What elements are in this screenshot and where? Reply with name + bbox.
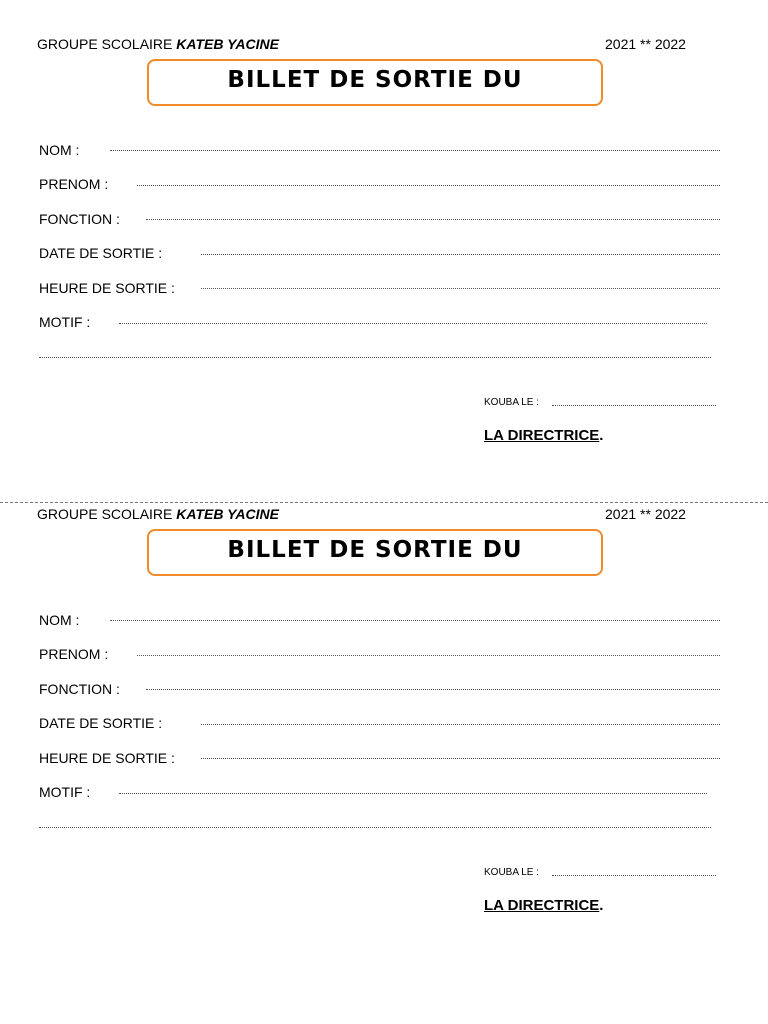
fonction-field[interactable]	[146, 689, 720, 690]
prenom-field[interactable]	[137, 655, 720, 656]
heure-sortie-label: HEURE DE SORTIE :	[39, 750, 175, 766]
heure-sortie-field[interactable]	[201, 758, 720, 759]
school-name: GROUPE SCOLAIRE KATEB YACINE	[37, 36, 279, 52]
title-box	[147, 529, 603, 576]
motif-field-line-2[interactable]	[39, 357, 711, 358]
school-name: GROUPE SCOLAIRE KATEB YACINE	[37, 506, 279, 522]
slip-title: BILLET DE SORTIE DU	[227, 537, 523, 563]
nom-label: NOM :	[39, 142, 80, 158]
exit-slip	[0, 470, 768, 940]
nom-label: NOM :	[39, 612, 80, 628]
signature-label: LA DIRECTRICE.	[484, 427, 604, 444]
title-box	[147, 59, 603, 106]
motif-label: MOTIF :	[39, 784, 91, 800]
motif-field-line-2[interactable]	[39, 827, 711, 828]
motif-field[interactable]	[119, 323, 707, 324]
heure-sortie-field[interactable]	[201, 288, 720, 289]
fonction-field[interactable]	[146, 219, 720, 220]
fonction-label: FONCTION :	[39, 681, 120, 697]
prenom-field[interactable]	[137, 185, 720, 186]
place-date-field[interactable]	[552, 875, 716, 876]
signature-label: LA DIRECTRICE.	[484, 897, 604, 914]
place-date-field[interactable]	[552, 405, 716, 406]
prenom-label: PRENOM :	[39, 646, 109, 662]
date-sortie-label: DATE DE SORTIE :	[39, 245, 163, 261]
place-date-label: KOUBA LE :	[484, 867, 540, 878]
date-sortie-field[interactable]	[201, 254, 720, 255]
nom-field[interactable]	[110, 150, 720, 151]
slip-title: BILLET DE SORTIE DU	[227, 67, 523, 93]
heure-sortie-label: HEURE DE SORTIE :	[39, 280, 175, 296]
school-years: 2021 ** 2022	[605, 36, 686, 52]
date-sortie-label: DATE DE SORTIE :	[39, 715, 163, 731]
motif-label: MOTIF :	[39, 314, 91, 330]
motif-field[interactable]	[119, 793, 707, 794]
exit-slip	[0, 0, 768, 470]
place-date-label: KOUBA LE :	[484, 397, 540, 408]
date-sortie-field[interactable]	[201, 724, 720, 725]
school-years: 2021 ** 2022	[605, 506, 686, 522]
prenom-label: PRENOM :	[39, 176, 109, 192]
fonction-label: FONCTION :	[39, 211, 120, 227]
nom-field[interactable]	[110, 620, 720, 621]
